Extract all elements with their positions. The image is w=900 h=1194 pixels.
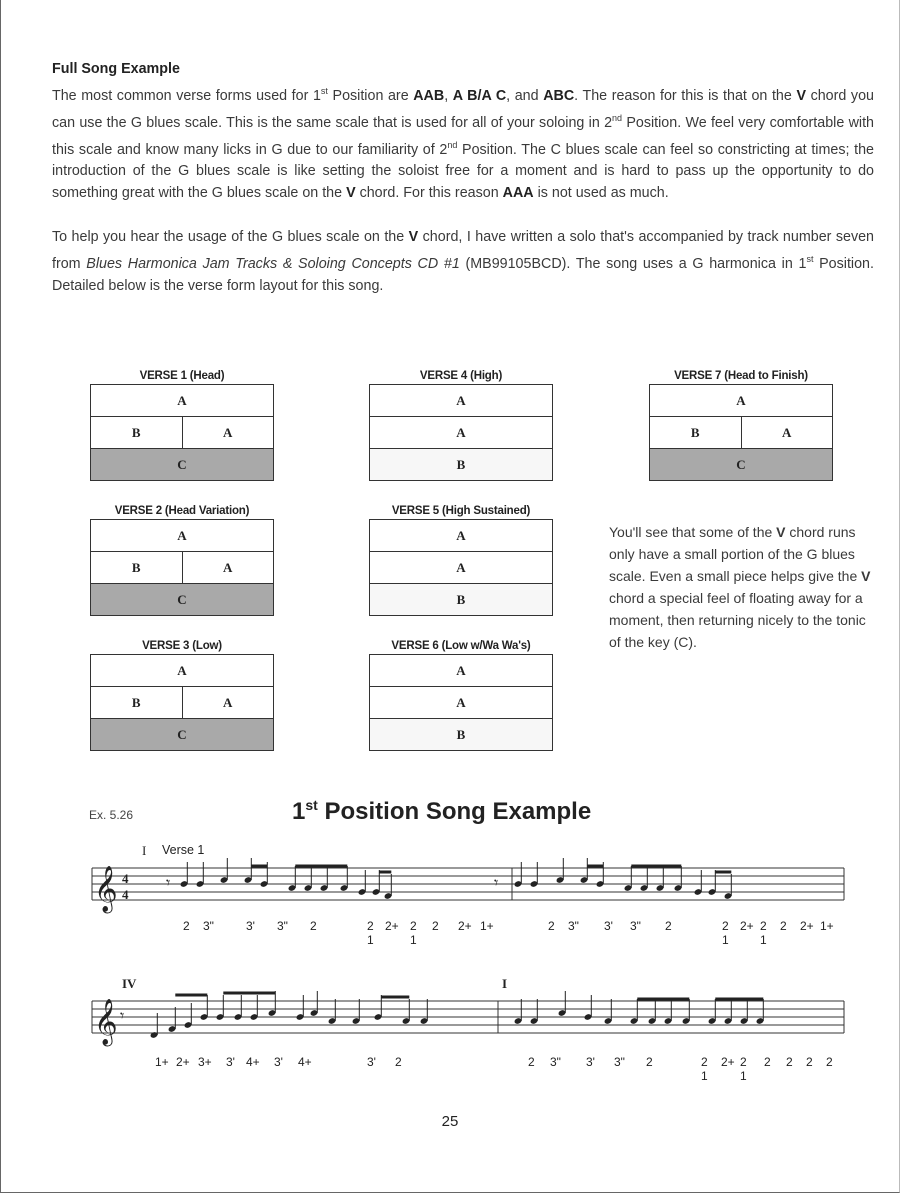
tab-number: 2 — [806, 1055, 813, 1069]
tab-number: 1+ — [480, 919, 494, 933]
verse-row — [91, 552, 273, 584]
text-segment: Blues Harmonica Jam Tracks & Soloing Concepts CD #1 — [86, 256, 460, 273]
verse-title: VERSE 2 (Head Variation) — [114, 505, 250, 517]
verse-box-1 — [90, 368, 274, 481]
intro-paragraph-1 — [52, 80, 874, 204]
verse-box-7 — [649, 368, 833, 481]
verse-form-table — [369, 384, 553, 481]
verse-row — [91, 584, 273, 615]
tab-number: 3" — [568, 919, 579, 933]
verse-cell: B — [456, 591, 466, 607]
verse-box-2 — [90, 503, 274, 616]
example-label: Ex. 5.26 — [89, 808, 134, 822]
text-segment: chord runs only have a small portion of the G blues scale. Even a small piece helps give the — [609, 524, 862, 584]
text-segment: AAA — [502, 185, 534, 202]
verse-title: VERSE 1 (Head) — [139, 370, 225, 382]
text-segment: , — [444, 87, 453, 104]
verse-row — [91, 417, 273, 449]
verse-row — [370, 449, 552, 480]
verse-cell: A — [456, 662, 466, 678]
tab-number: 2 — [395, 1055, 402, 1069]
verse-cell: B — [456, 726, 466, 742]
verse-cell: A — [456, 424, 466, 440]
text-segment: (MB99105BCD). The song uses a G harmonica in 1 — [459, 256, 807, 273]
verse-form-table — [90, 654, 274, 751]
tab-number: 2 — [665, 919, 672, 933]
verse-row — [91, 520, 273, 552]
verse-form-table — [369, 654, 553, 751]
verse-row — [370, 584, 552, 615]
verse-box-5 — [369, 503, 553, 616]
text-segment: AAB — [413, 87, 445, 104]
svg-text:4: 4 — [122, 871, 129, 886]
verse-row — [370, 417, 552, 449]
verse-cell: A — [456, 392, 466, 408]
text-segment: V — [861, 568, 871, 584]
tab-number-lower: 1 — [740, 1069, 747, 1083]
tab-number: 2 — [786, 1055, 793, 1069]
text-segment: nd — [447, 139, 458, 150]
staff-1 — [88, 858, 848, 928]
verse-cell: B — [131, 559, 141, 575]
verse-cell: B — [456, 456, 466, 472]
text-segment: chord you can use the G blues scale. This is the same scale that is used for all of your soloing in 2 — [52, 87, 874, 131]
treble-clef-icon: 𝄞 — [94, 999, 118, 1045]
tab-number: 2 — [760, 919, 767, 933]
tab-number: 3' — [274, 1055, 283, 1069]
text-segment: st — [806, 254, 814, 265]
verse-cell: B — [131, 694, 141, 710]
verse-row — [91, 655, 273, 687]
tab-number: 3' — [226, 1055, 235, 1069]
tab-number: 3' — [604, 919, 613, 933]
tab-number: 3' — [246, 919, 255, 933]
verse-cell: A — [456, 527, 466, 543]
verse-title: VERSE 7 (Head to Finish) — [674, 370, 808, 382]
verse-row — [370, 520, 552, 552]
tab-number: 2 — [367, 919, 374, 933]
verse-form-table — [649, 384, 833, 481]
verse-cell: B — [690, 424, 700, 440]
tab-number: 3" — [277, 919, 288, 933]
tab-number: 2 — [646, 1055, 653, 1069]
svg-text:4: 4 — [122, 887, 129, 902]
verse-cell: C — [177, 456, 187, 472]
tab-number: 3' — [586, 1055, 595, 1069]
verse-row — [370, 552, 552, 584]
chord-label-I-2: I — [502, 976, 508, 991]
tab-number: 2 — [528, 1055, 535, 1069]
tab-number: 4+ — [298, 1055, 312, 1069]
text-segment: V — [346, 185, 356, 202]
title-ordinal: st — [305, 797, 318, 813]
verse-title: VERSE 6 (Low w/Wa Wa's) — [391, 640, 531, 652]
chord-label-I: I — [142, 843, 147, 858]
verse-title: VERSE 3 (Low) — [142, 640, 222, 652]
rest-icon: 𝄾 — [166, 873, 171, 892]
verse-row — [370, 719, 552, 750]
tab-number: 2 — [764, 1055, 771, 1069]
text-segment: You'll see that some of the — [609, 524, 777, 540]
text-segment: V — [796, 87, 806, 104]
text-segment: st — [320, 86, 328, 96]
sidenote — [609, 521, 879, 653]
tab-number: 1+ — [820, 919, 834, 933]
tab-number-lower: 1 — [722, 933, 729, 947]
tab-number: 2+ — [721, 1055, 735, 1069]
verse-cell: A — [456, 559, 466, 575]
text-segment: chord a special feel of floating away for a moment, then returning nicely to the tonic of the key (C). — [609, 590, 866, 650]
verse-cell: A — [177, 662, 187, 678]
text-segment: Position. The C blues scale can feel so constricting at times; the introduction of the G blues scale is like setting the soloist free for a moment and is hard to pass up the opportunity to do something great with the G blues scale on the — [52, 141, 874, 202]
title-text: Position Song Example — [317, 798, 592, 825]
verse-form-table — [369, 519, 553, 616]
text-segment: To help you hear the usage of the G blues scale on the — [52, 229, 409, 246]
tab-number: 2 — [740, 1055, 747, 1069]
verse-cell: C — [177, 726, 187, 742]
text-segment: ABC — [543, 87, 575, 104]
tab-number-lower: 1 — [760, 933, 767, 947]
verse-box-4 — [369, 368, 553, 481]
tab-number: 2 — [826, 1055, 833, 1069]
song-title — [292, 797, 591, 826]
tab-number: 3+ — [198, 1055, 212, 1069]
treble-clef-icon: 𝄞 — [94, 866, 118, 912]
tab-number: 2 — [183, 919, 190, 933]
text-segment: chord. For this reason — [355, 185, 503, 202]
verse-box-3 — [90, 638, 274, 751]
text-segment: Position. We feel very comfortable with this scale and know many licks in G due to our familiarity of 2 — [52, 114, 874, 158]
tab-number: 2 — [432, 919, 439, 933]
tab-number: 2+ — [385, 919, 399, 933]
tab-number: 3' — [367, 1055, 376, 1069]
verse-row — [370, 687, 552, 719]
verse-cell: A — [177, 527, 187, 543]
text-segment: Position. Detailed below is the verse form layout for this song. — [52, 256, 874, 295]
tab-number: 2+ — [458, 919, 472, 933]
tab-number: 3" — [630, 919, 641, 933]
verse-box-6 — [369, 638, 553, 751]
chord-label-IV: IV — [122, 976, 137, 991]
verse-row — [91, 687, 273, 719]
tab-number: 2+ — [176, 1055, 190, 1069]
title-number: 1 — [292, 798, 306, 825]
intro-section — [52, 58, 874, 297]
section-label: Verse 1 — [162, 843, 205, 857]
tab-number: 2 — [722, 919, 729, 933]
verse-cell: C — [736, 456, 746, 472]
tab-number: 2+ — [800, 919, 814, 933]
tab-number: 3" — [550, 1055, 561, 1069]
verse-cell: C — [177, 591, 187, 607]
tab-number: 2 — [410, 919, 417, 933]
verse-cell: A — [736, 392, 746, 408]
tab-number: 1+ — [155, 1055, 169, 1069]
verse-form-table — [90, 384, 274, 481]
tab-number: 4+ — [246, 1055, 260, 1069]
section-heading: Full Song Example — [52, 61, 180, 77]
verse-row — [91, 449, 273, 480]
tab-number: 3" — [203, 919, 214, 933]
verse-row — [91, 385, 273, 417]
text-segment: The most common verse forms used for 1 — [52, 87, 321, 104]
text-segment: V — [776, 524, 786, 540]
rest-icon: 𝄾 — [120, 1006, 125, 1025]
text-segment: chord, I have written a solo that's accompanied by track number seven from — [52, 229, 875, 273]
verse-row — [370, 655, 552, 687]
text-segment: nd — [612, 112, 623, 123]
verse-cell: A — [182, 552, 274, 583]
verse-row — [91, 719, 273, 750]
text-segment: V — [408, 229, 419, 246]
verse-cell: A — [182, 687, 274, 718]
verse-row — [650, 385, 832, 417]
tab-number: 2+ — [740, 919, 754, 933]
verse-cell: A — [177, 392, 187, 408]
verse-row — [650, 449, 832, 480]
verse-row — [370, 385, 552, 417]
verse-form-table — [90, 519, 274, 616]
text-segment: A B/A C — [452, 87, 507, 104]
verse-cell: A — [456, 694, 466, 710]
tab-number: 2 — [310, 919, 317, 933]
verse-cell: A — [182, 417, 274, 448]
text-segment: is not used as much. — [533, 185, 669, 202]
intro-paragraph-2 — [52, 226, 874, 297]
tab-number: 2 — [701, 1055, 708, 1069]
text-segment: . The reason for this is that on the — [574, 87, 797, 104]
verse-cell: B — [131, 424, 141, 440]
tab-number-lower: 1 — [367, 933, 374, 947]
verse-cell: A — [741, 417, 833, 448]
verse-title: VERSE 4 (High) — [419, 370, 503, 382]
text-segment: , and — [506, 87, 544, 104]
verse-title: VERSE 5 (High Sustained) — [391, 505, 531, 517]
verse-row — [650, 417, 832, 449]
tab-number: 2 — [548, 919, 555, 933]
rest-icon: 𝄾 — [494, 873, 499, 892]
page-number: 25 — [441, 1113, 459, 1130]
tab-number: 2 — [780, 919, 787, 933]
tab-number-lower: 1 — [701, 1069, 708, 1083]
tab-number: 3" — [614, 1055, 625, 1069]
staff-2 — [88, 991, 848, 1061]
tab-number-lower: 1 — [410, 933, 417, 947]
text-segment: Position are — [327, 87, 414, 104]
